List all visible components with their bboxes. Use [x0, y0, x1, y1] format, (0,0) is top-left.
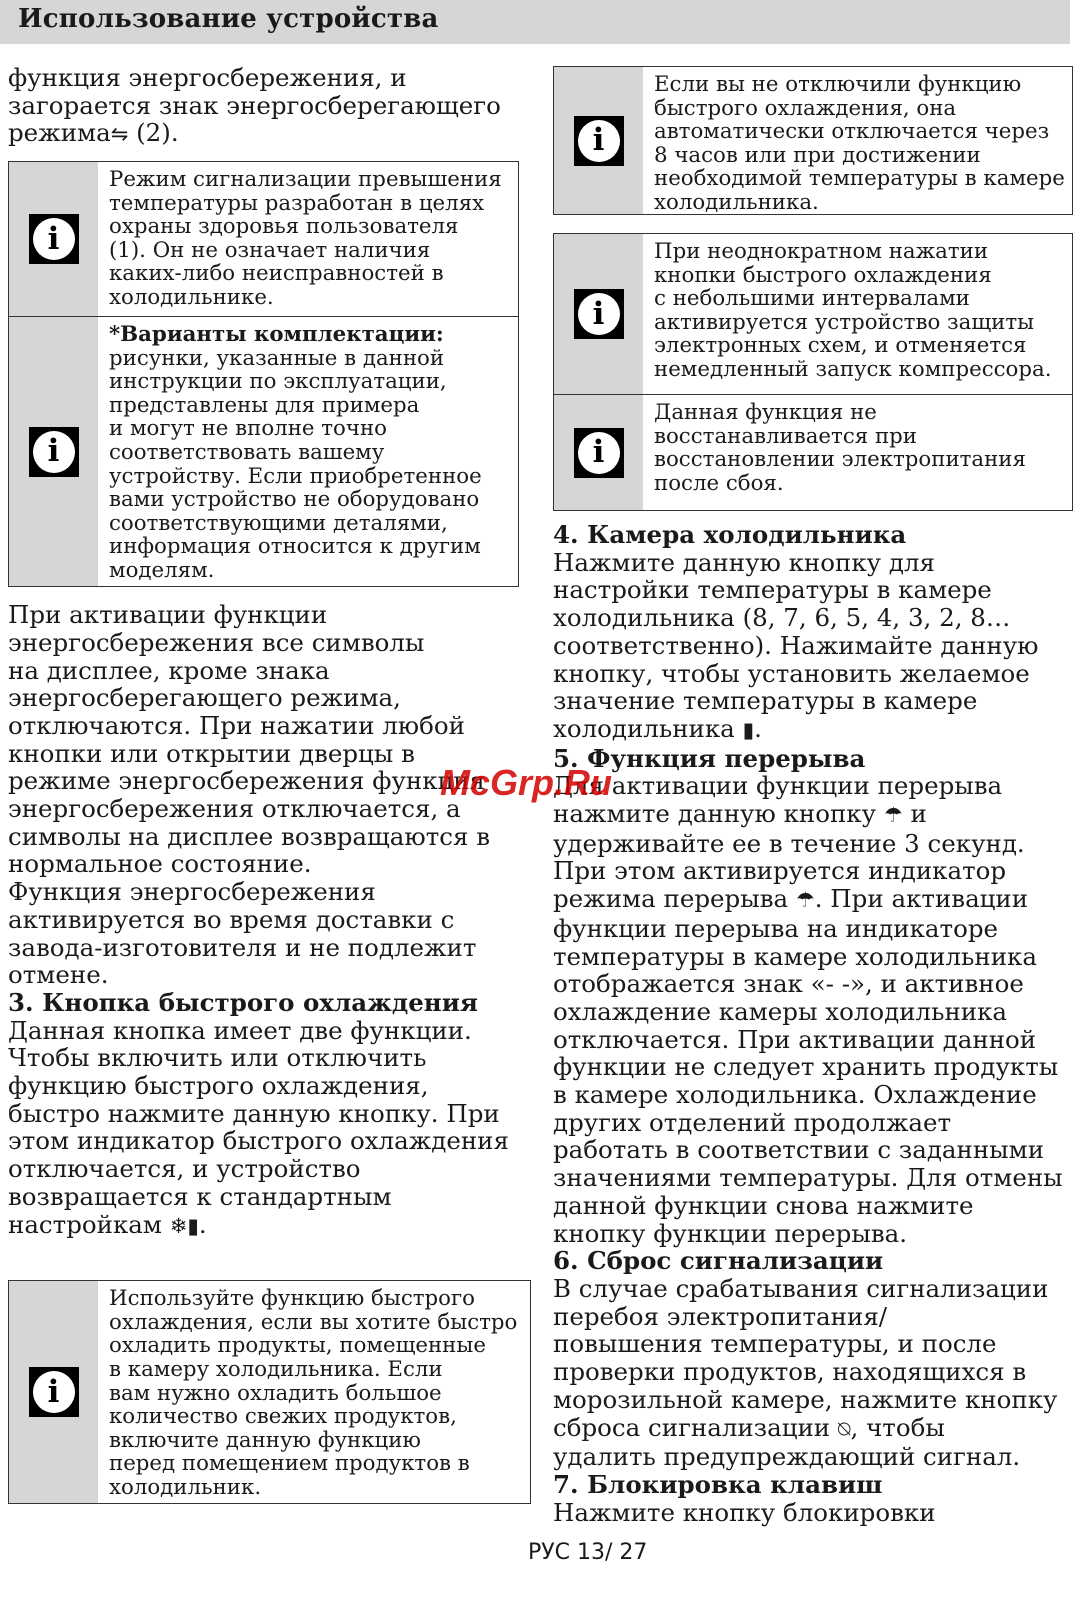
- section-7-heading: 7. Блокировка клавиш: [553, 1469, 883, 1499]
- section-6-heading: 6. Сброс сигнализации: [553, 1246, 884, 1276]
- section-6-text: В случае срабатывания сигнализации перебоя электропитания/ повышения температуры, и после проверки продуктов, находящихся в морозильной камере, нажмите кнопку сброса сигнализации ⍉, чтобы удалить предупреждающий сигнал.: [553, 1273, 1058, 1472]
- right-column: [553, 66, 1085, 1526]
- info-icon: i: [29, 214, 79, 264]
- eco-icon: ⇋: [110, 122, 129, 147]
- umbrella-icon: ☂: [883, 803, 903, 828]
- section-3-heading: 3. Кнопка быстрого охлаждения: [8, 987, 479, 1017]
- page-number: РУС 13/ 27: [528, 1540, 648, 1565]
- info-icon: i: [574, 428, 624, 478]
- energy-saving-paragraph: При активации функции энергосбережения все символы на дисплее, кроме знака энергосберегающего режима, отключаются. При нажатии любой кнопки или открытии дверцы в режиме энергосбережения функция энергосбережения отключается, а символы на дисплее возвращаются в нормальное состояние. Функция энергосбережения активируется во время доставки с завода-изготовителя и не подлежит отмене.: [8, 600, 491, 990]
- umbrella-icon: ☂: [795, 888, 815, 913]
- info-icon: i: [29, 1367, 79, 1417]
- section-7-text: Нажмите кнопку блокировки: [553, 1497, 936, 1527]
- section-3-text: Данная кнопка имеет две функции. Чтобы включить или отключить функцию быстрого охлаждения, быстро нажмите данную кнопку. При этом индикатор быстрого охлаждения отключается, и устройство возвращается к стандартным настройкам ❄▮.: [8, 1015, 509, 1239]
- info-box-restore: i Данная функция не восстанавливается при восстановлении электропитания после сбоя.: [553, 395, 1073, 511]
- info-box-auto-off: i Если вы не отключили функцию быстрого охлаждения, она автоматически отключается через 8 часов или при достижении необходимой температуры в камере холодильника.: [553, 66, 1073, 215]
- section-5-heading: 5. Функция перерыва: [553, 743, 866, 773]
- info-icon: i: [574, 289, 624, 339]
- info-box-variants: i *Варианты комплектации: рисунки, указанные в данной инструкции по эксплуатации, представлены для примера и могут не вполне точно соответствовать вашему устройству. Если приобретенное вами устройство не оборудовано соответствующими деталями, информация относится к другим моделям.: [8, 317, 519, 587]
- section-5-text: Для активации функции перерыва нажмите данную кнопку ☂ и удерживайте ее в течение 3 секунд. При этом активируется индикатор режима перерыва ☂. При активации функции перерыва на индикаторе температуры в камере холодильника отображается знак «- -», и активное охлаждение камеры холодильника отключается. При активации данной функции не следует хранить продукты в камере холодильника. Охлаждение других отделений продолжает работать в соответствии с заданными значениями температуры. Для отмены данной функции снова нажмите кнопку функции перерыва.: [553, 771, 1063, 1248]
- section-4-text: Нажмите данную кнопку для настройки температуры в камере холодильника (8, 7, 6, 5, 4, 3, 2, 8… соответственно). Нажимайте данную кнопку, чтобы установить желаемое значение температуры в камере холодильника ▮.: [553, 547, 1039, 743]
- intro-paragraph: функция энергосбережения, и загорается знак энергосберегающего режима⇋ (2).: [8, 63, 501, 148]
- info-box-alarm: i Режим сигнализации превышения температуры разработан в целях охраны здоровья пользователя (1). Он не означает наличия каких-либо неисправностей в холодильнике.: [8, 161, 519, 317]
- info-icon: i: [574, 116, 624, 166]
- page-header-title: Использование устройства: [18, 4, 439, 34]
- section-4-heading: 4. Камера холодильника: [553, 520, 907, 549]
- info-box-fastcool: i Используйте функцию быстрого охлаждения, если вы хотите быстро охладить продукты, помещенные в камеру холодильника. Если вам нужно охладить большое количество свежих продуктов, включите данную функцию перед помещением продуктов в холодильник.: [8, 1280, 531, 1504]
- bell-off-icon: ⍉: [837, 1416, 851, 1441]
- fridge-icon: ▮: [742, 717, 755, 742]
- page-header: [0, 0, 1070, 44]
- snowflake-fridge-icon: ❄▮: [169, 1213, 199, 1238]
- watermark: McGrp.Ru: [440, 762, 613, 803]
- info-box-protection: i При неоднократном нажатии кнопки быстрого охлаждения с небольшими интервалами активируется устройство защиты электронных схем, и отменяется немедленный запуск компрессора.: [553, 233, 1073, 395]
- info-icon: i: [29, 427, 79, 477]
